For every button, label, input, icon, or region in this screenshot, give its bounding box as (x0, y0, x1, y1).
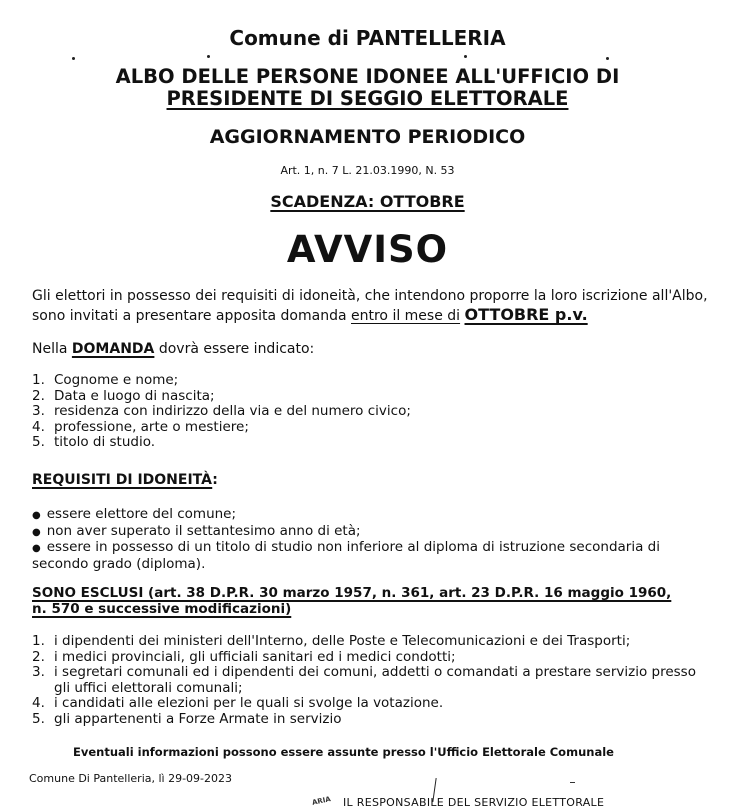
bullet-icon: ● (32, 526, 41, 538)
requisiti-list (32, 507, 660, 572)
place-date: Comune Di Pantelleria, lì 29-09-2023 (29, 772, 233, 785)
esclusi-heading-line2: n. 570 e successive modificazioni) (32, 601, 292, 617)
comune-title: Comune di PANTELLERIA (229, 26, 506, 50)
list-text: Cognome e nome; (54, 372, 179, 388)
list-number: 3. (32, 403, 45, 419)
deadline-wrap (0, 192, 735, 211)
list-item (32, 404, 411, 420)
list-item (32, 696, 696, 712)
bullet-item (32, 540, 660, 557)
list-number: 5. (32, 434, 45, 450)
intro-entro: entro il mese di (351, 308, 461, 324)
esclusi-heading-line1-wrap (32, 585, 671, 601)
intro-line2-text: sono invitati a presentare apposita domanda (32, 308, 351, 324)
bullet-text: non aver superato il settantesimo anno di età; (46, 522, 361, 539)
list-text: titolo di studio. (54, 434, 156, 450)
list-text: i dipendenti dei ministeri dell'Interno, delle Poste e Telecomunicazioni e dei Trasporti; (54, 633, 631, 649)
intro-month: OTTOBRE p.v. (464, 305, 588, 324)
list-text: Data e luogo di nascita; (54, 387, 215, 404)
requisiti-heading-wrap (32, 472, 218, 488)
list-item (32, 389, 411, 405)
scan-speck (464, 55, 467, 58)
intro-line2 (32, 305, 588, 324)
scan-speck (570, 782, 575, 783)
list-item (32, 420, 411, 436)
list-item (32, 634, 696, 650)
list-number: 4. (32, 418, 45, 435)
list-text: i segretari comunali ed i dipendenti dei comuni, addetti o comandati a prestare servizio presso (54, 664, 696, 680)
list-number: 3. (32, 664, 45, 680)
bullet-icon: ● (32, 543, 41, 554)
list-item-cont (32, 681, 696, 697)
page-subtitle: AGGIORNAMENTO PERIODICO (209, 126, 526, 148)
requisiti-colon: : (212, 472, 218, 488)
list-text: gli appartenenti a Forze Armate in servizio (54, 710, 342, 727)
esclusi-heading-line2-wrap (32, 601, 291, 617)
bullet-item-cont: secondo grado (diploma). (32, 555, 206, 572)
list-text: residenza con indirizzo della via e del numero civico; (54, 403, 411, 419)
esclusi-heading-line1: SONO ESCLUSI (art. 38 D.P.R. 30 marzo 1957, n. 361, art. 23 D.P.R. 16 maggio 1960, (32, 585, 672, 601)
list-number: 2. (32, 648, 45, 665)
signatory-title: IL RESPONSABILE DEL SERVIZIO ELETTORALE (343, 796, 605, 809)
bullet-text: essere in possesso di un titolo di studio non inferiore al diploma di istruzione secondaria di (46, 539, 660, 555)
scan-speck (207, 55, 210, 58)
avviso-heading: AVVISO (286, 228, 449, 271)
list-text: gli uffici elettorali comunali; (54, 679, 243, 696)
list-item (32, 665, 696, 681)
list-number: 4. (32, 695, 45, 711)
list-item (32, 712, 696, 728)
list-item (32, 435, 411, 451)
list-text: i candidati alle elezioni per le quali si svolge la votazione. (54, 695, 444, 711)
stamp-fragment: ARIA (311, 795, 332, 807)
requisiti-heading: REQUISITI DI IDONEITÀ (32, 472, 213, 488)
domanda-pre: Nella (32, 341, 72, 357)
list-number: 1. (32, 372, 45, 388)
bullet-icon: ● (32, 510, 41, 521)
bullet-item (32, 507, 660, 524)
list-number: 2. (32, 387, 45, 404)
domanda-word: DOMANDA (71, 341, 155, 357)
list-text: i medici provinciali, gli ufficiali sanitari ed i medici condotti; (54, 648, 456, 665)
bullet-text: essere elettore del comune; (46, 506, 237, 522)
intro-line1: Gli elettori in possesso dei requisiti di idoneità, che intendono proporre la loro iscrizione all'Albo, (32, 288, 708, 304)
list-item (32, 650, 696, 666)
albo-title-line2-wrap (0, 87, 735, 110)
info-note: Eventuali informazioni possono essere assunte presso l'Ufficio Elettorale Comunale (73, 745, 614, 759)
scan-speck (72, 57, 75, 60)
scan-speck (606, 57, 609, 60)
domanda-intro (32, 341, 314, 357)
law-reference: Art. 1, n. 7 L. 21.03.1990, N. 53 (280, 164, 455, 177)
list-number: 5. (32, 710, 45, 727)
domanda-list (32, 373, 411, 451)
albo-title-line1: ALBO DELLE PERSONE IDONEE ALL'UFFICIO DI (115, 65, 620, 88)
domanda-post: dovrà essere indicato: (154, 341, 315, 357)
esclusi-list (32, 634, 696, 727)
list-text: professione, arte o mestiere; (54, 418, 249, 435)
list-item (32, 373, 411, 389)
albo-title-line2: PRESIDENTE DI SEGGIO ELETTORALE (166, 87, 569, 110)
bullet-item (32, 524, 660, 541)
list-number: 1. (32, 633, 45, 649)
deadline: SCADENZA: OTTOBRE (270, 192, 465, 211)
